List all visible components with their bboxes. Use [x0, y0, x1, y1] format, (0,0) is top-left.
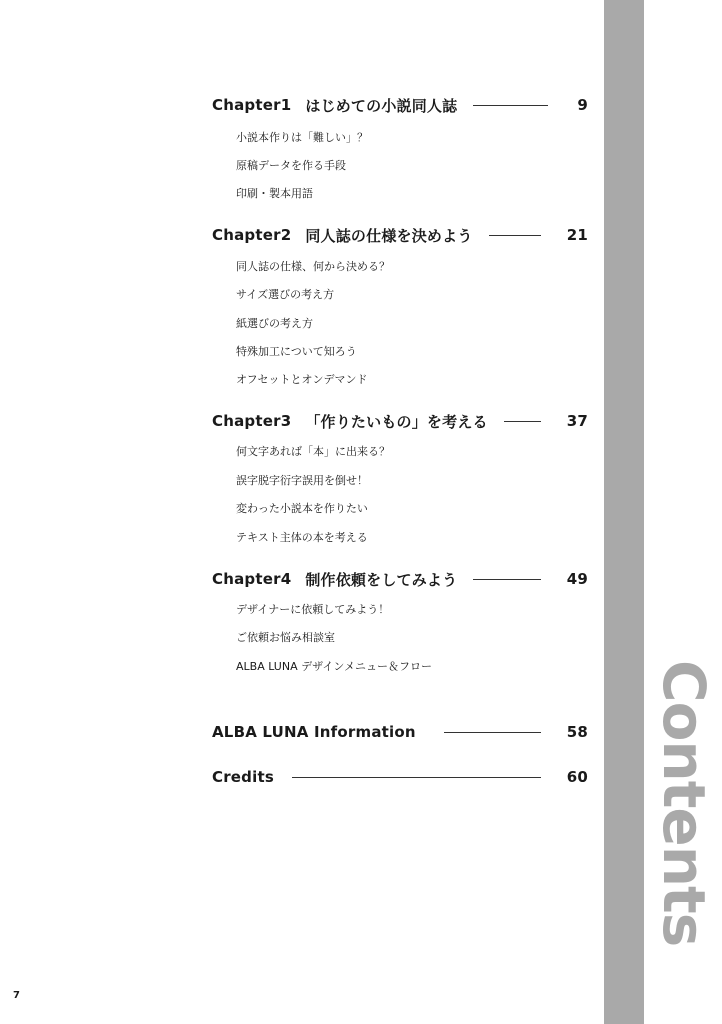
dotted-leader	[504, 421, 541, 422]
chapter-2-heading[interactable]	[212, 224, 588, 246]
chapter-label: Chapter1	[212, 96, 292, 114]
toc-item[interactable]: 原稿データを作る手段	[236, 159, 346, 172]
information-heading[interactable]	[212, 721, 588, 743]
chapter-page: 9	[577, 96, 588, 114]
toc-item[interactable]: 変わった小説本を作りたい	[236, 502, 368, 515]
contents-title: Contents	[650, 660, 718, 947]
toc-item[interactable]: 同人誌の仕様、何から決める？	[236, 260, 390, 273]
toc-item[interactable]: 小説本作りは「難しい」？	[236, 131, 368, 144]
toc-item[interactable]: 紙選びの考え方	[236, 317, 313, 330]
dotted-leader	[444, 732, 541, 733]
chapter-1-heading[interactable]	[212, 94, 588, 116]
chapter-title: 同人誌の仕様を決めよう	[305, 226, 473, 245]
chapter-title: 制作依頼をしてみよう	[305, 570, 458, 589]
chapter-page: 49	[566, 570, 588, 588]
chapter-label: Chapter4	[212, 570, 292, 588]
section-title: Credits	[212, 768, 274, 786]
toc-item[interactable]: 特殊加工について知ろう	[236, 345, 357, 358]
toc-item[interactable]: ご依頼お悩み相談室	[236, 631, 335, 644]
section-page: 60	[566, 768, 588, 786]
chapter-label: Chapter3	[212, 412, 292, 430]
page-number: 7	[13, 990, 20, 1001]
side-accent-bar	[604, 0, 644, 1024]
toc-item[interactable]: 何文字あれば「本」に出来る？	[236, 445, 390, 458]
chapter-page: 37	[566, 412, 588, 430]
chapter-4-heading[interactable]	[212, 568, 588, 590]
section-page: 58	[566, 723, 588, 741]
dotted-leader	[489, 235, 541, 236]
toc-item[interactable]: オフセットとオンデマンド	[236, 373, 368, 386]
chapter-page: 21	[566, 226, 588, 244]
toc-item[interactable]: サイズ選びの考え方	[236, 288, 335, 301]
toc-item[interactable]: 誤字脱字衍字誤用を倒せ！	[236, 474, 368, 487]
dotted-leader	[473, 579, 540, 580]
dotted-leader	[292, 777, 541, 778]
toc-item[interactable]: デザイナーに依頼してみよう！	[236, 603, 390, 616]
toc-item[interactable]: ALBA LUNA デザインメニュー＆フロー	[236, 660, 433, 673]
toc-item[interactable]: 印刷・製本用語	[236, 187, 313, 200]
chapter-label: Chapter2	[212, 226, 292, 244]
chapter-title: 「作りたいもの」を考える	[305, 412, 488, 431]
chapter-title: はじめての小説同人誌	[305, 96, 458, 115]
toc-item[interactable]: テキスト主体の本を考える	[236, 531, 368, 544]
credits-heading[interactable]	[212, 766, 588, 788]
section-title: ALBA LUNA Information	[212, 723, 416, 741]
chapter-3-heading[interactable]	[212, 410, 588, 432]
dotted-leader	[473, 105, 548, 106]
